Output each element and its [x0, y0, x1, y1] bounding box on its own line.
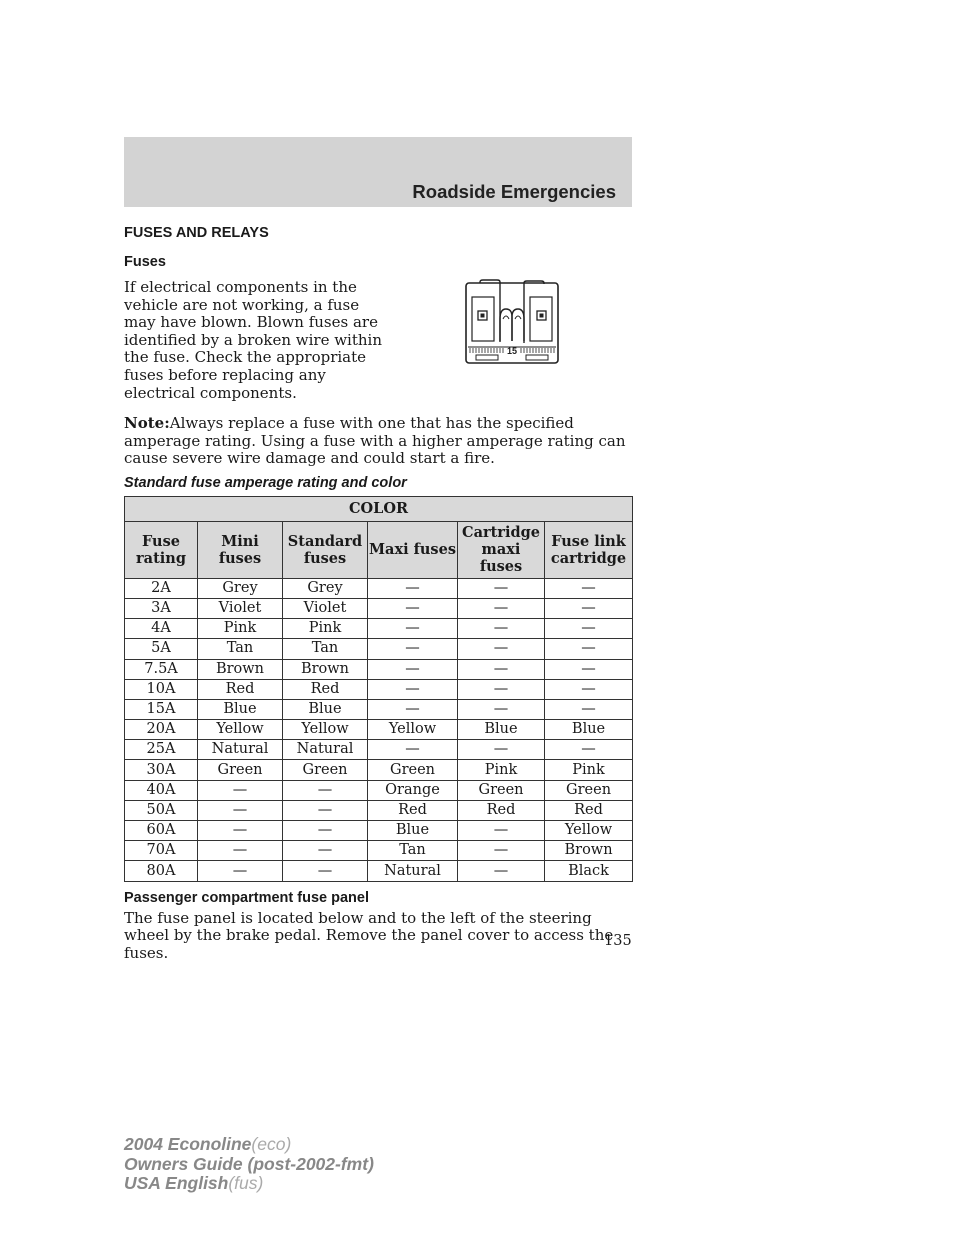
table-cell: Yellow — [283, 720, 368, 740]
table-cell: — — [458, 699, 545, 719]
page-content — [124, 224, 632, 962]
table-cell: Brown — [545, 841, 633, 861]
table-cell: 25A — [125, 740, 198, 760]
table-cell: Blue — [368, 821, 458, 841]
table-cell: — — [545, 679, 633, 699]
table-cell: — — [283, 841, 368, 861]
table-cell: 50A — [125, 800, 198, 820]
table-cell: Red — [283, 679, 368, 699]
table-cell: — — [545, 598, 633, 618]
table-row — [125, 619, 633, 639]
table-cell: — — [545, 578, 633, 598]
table-cell: Tan — [368, 841, 458, 861]
table-cell: 60A — [125, 821, 198, 841]
table-cell: — — [198, 800, 283, 820]
column-header: Mini fuses — [198, 521, 283, 578]
table-cell: Blue — [198, 699, 283, 719]
table-cell: Green — [458, 780, 545, 800]
fuses-intro — [124, 279, 632, 415]
table-cell: 80A — [125, 861, 198, 881]
table-cell: — — [458, 740, 545, 760]
section-title: FUSES AND RELAYS — [124, 225, 269, 241]
table-cell: — — [458, 598, 545, 618]
table-cell: 40A — [125, 780, 198, 800]
table-cell: — — [198, 841, 283, 861]
table-cell: Blue — [283, 699, 368, 719]
table-cell: Violet — [283, 598, 368, 618]
table-cell: — — [368, 578, 458, 598]
passenger-fuse-panel-paragraph: The fuse panel is located below and to the left of the steering wheel by the brake pedal. Remove the panel cover to access the fuses. — [124, 908, 614, 962]
section-header-title: Roadside Emergencies — [412, 181, 616, 202]
column-header: Fuse link cartridge — [545, 521, 633, 578]
table-cell: Red — [545, 800, 633, 820]
column-header: Cartridge maxi fuses — [458, 521, 545, 578]
table-cell: — — [283, 800, 368, 820]
column-header: Fuse rating — [125, 521, 198, 578]
table-cell: Green — [283, 760, 368, 780]
table-cell: — — [368, 679, 458, 699]
table-cell: — — [545, 740, 633, 760]
table-cell: — — [198, 780, 283, 800]
table-cell: — — [198, 821, 283, 841]
fuses-paragraph: If electrical components in the vehicle are not working, a fuse may have blown. Blown fuses are identified by a broken wire within the fuse. Check the appropriate fuses before replacing any electrical components. — [124, 278, 383, 402]
footer-language: USA English — [124, 1173, 229, 1193]
table-cell: — — [458, 578, 545, 598]
document-footer — [124, 1135, 374, 1194]
table-cell: — — [368, 619, 458, 639]
table-cell: 20A — [125, 720, 198, 740]
fuse-rating-label: 15 — [506, 346, 518, 356]
footer-guide: Owners Guide (post-2002-fmt) — [124, 1153, 374, 1174]
table-row — [125, 598, 633, 618]
table-cell: Black — [545, 861, 633, 881]
table-cell: — — [283, 821, 368, 841]
table-cell: 3A — [125, 598, 198, 618]
table-cell: Natural — [283, 740, 368, 760]
page-number: 135 — [604, 933, 632, 949]
footer-model-code: (eco) — [251, 1134, 292, 1154]
table-cell: Green — [368, 760, 458, 780]
table-cell: — — [458, 619, 545, 639]
table-cell: — — [368, 598, 458, 618]
table-cell: Yellow — [368, 720, 458, 740]
column-header: Maxi fuses — [368, 521, 458, 578]
table-cell: Yellow — [198, 720, 283, 740]
table-row — [125, 760, 633, 780]
note-label: Note: — [124, 414, 170, 432]
table-row — [125, 740, 633, 760]
table-cell: — — [458, 841, 545, 861]
table-cell: — — [545, 659, 633, 679]
table-cell: — — [283, 861, 368, 881]
table-cell: Pink — [458, 760, 545, 780]
table-row — [125, 800, 633, 820]
table-cell: — — [198, 861, 283, 881]
table-cell: — — [368, 699, 458, 719]
table-cell: Red — [368, 800, 458, 820]
table-cell: Natural — [368, 861, 458, 881]
table-cell: Natural — [198, 740, 283, 760]
table-row — [125, 821, 633, 841]
table-cell: Violet — [198, 598, 283, 618]
table-cell: — — [458, 679, 545, 699]
table-cell: — — [458, 639, 545, 659]
table-row — [125, 699, 633, 719]
table-cell: Pink — [545, 760, 633, 780]
fuse-illustration-icon — [464, 279, 560, 365]
table-cell: Pink — [283, 619, 368, 639]
fuses-heading: Fuses — [124, 254, 166, 270]
table-cell: 5A — [125, 639, 198, 659]
table-cell: — — [458, 659, 545, 679]
table-row — [125, 780, 633, 800]
footer-language-code: (fus) — [228, 1173, 264, 1193]
table-row — [125, 639, 633, 659]
note-paragraph — [124, 415, 632, 468]
table-row — [125, 841, 633, 861]
table-cell: Tan — [198, 639, 283, 659]
table-cell: Yellow — [545, 821, 633, 841]
table-cell: Tan — [283, 639, 368, 659]
table-cell: Grey — [198, 578, 283, 598]
table-cell: 70A — [125, 841, 198, 861]
table-cell: — — [368, 639, 458, 659]
table-cell: Red — [198, 679, 283, 699]
fuse-color-table — [124, 496, 633, 882]
table-cell: Grey — [283, 578, 368, 598]
table-row — [125, 720, 633, 740]
column-header: Standard fuses — [283, 521, 368, 578]
table-cell: — — [545, 699, 633, 719]
table-cell: 2A — [125, 578, 198, 598]
table-cell: — — [458, 861, 545, 881]
table-cell: — — [545, 639, 633, 659]
table-cell: 10A — [125, 679, 198, 699]
table-cell: Blue — [545, 720, 633, 740]
table-group-header: COLOR — [125, 496, 633, 521]
footer-model: 2004 Econoline — [124, 1134, 252, 1154]
note-text: Always replace a fuse with one that has the specified amperage rating. Using a fuse with a higher amperage rating can cause severe wire damage and could start a fire. — [124, 414, 626, 468]
table-row — [125, 659, 633, 679]
table-cell: Green — [545, 780, 633, 800]
table-row — [125, 861, 633, 881]
table-cell: Blue — [458, 720, 545, 740]
table-cell: — — [368, 740, 458, 760]
table-row — [125, 679, 633, 699]
table-caption: Standard fuse amperage rating and color — [124, 474, 407, 491]
passenger-fuse-panel-heading: Passenger compartment fuse panel — [124, 889, 369, 906]
table-cell: — — [368, 659, 458, 679]
table-cell: Green — [198, 760, 283, 780]
table-cell: Red — [458, 800, 545, 820]
table-cell: Brown — [283, 659, 368, 679]
table-row — [125, 578, 633, 598]
table-cell: — — [283, 780, 368, 800]
table-cell: 4A — [125, 619, 198, 639]
header-band — [124, 137, 632, 207]
table-cell: — — [545, 619, 633, 639]
table-cell: 30A — [125, 760, 198, 780]
table-cell: 15A — [125, 699, 198, 719]
table-cell: Orange — [368, 780, 458, 800]
table-cell: Pink — [198, 619, 283, 639]
table-cell: Brown — [198, 659, 283, 679]
table-cell: — — [458, 821, 545, 841]
table-cell: 7.5A — [125, 659, 198, 679]
